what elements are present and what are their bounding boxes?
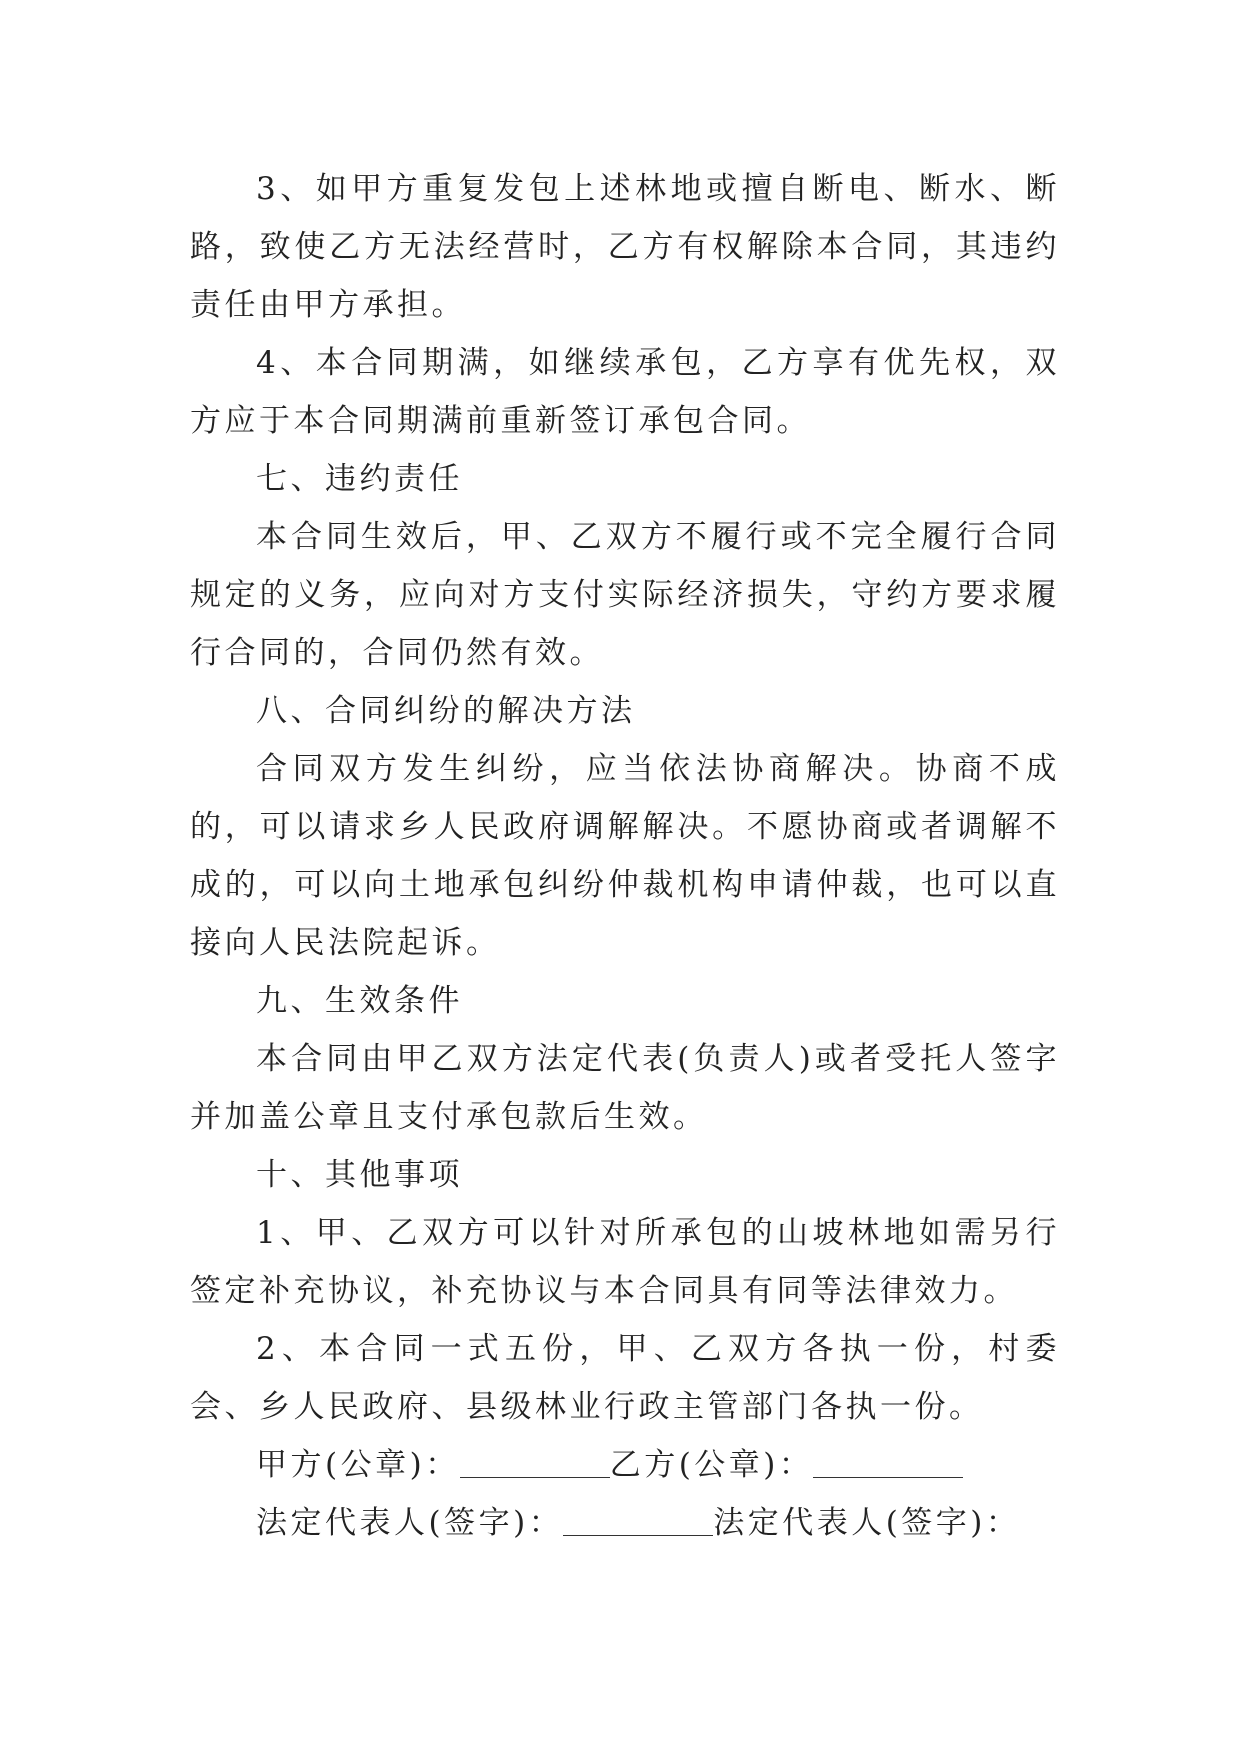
section-heading-effect: 九、生效条件: [256, 983, 463, 1019]
clause-3-termination: 3、如甲方重复发包上述林地或擅自断电、断水、断路，致使乙方无法经营时，乙方有权解除本合同，其违约责任由甲方承担。: [190, 171, 1060, 323]
representative-signature-row: [190, 1494, 1060, 1552]
party-b-rep-label: 法定代表人(签字)：: [713, 1505, 1021, 1541]
dispute-resolution-text: 合同双方发生纠纷，应当依法协商解决。协商不成的，可以请求乡人民政府调解解决。不愿协商或者调解不成的，可以向土地承包纠纷仲裁机构申请仲裁，也可以直接向人民法院起诉。: [190, 751, 1060, 961]
party-a-seal-blank[interactable]: [460, 1436, 610, 1494]
clause-4-renewal: 4、本合同期满，如继续承包，乙方享有优先权，双方应于本合同期满前重新签订承包合同。: [190, 345, 1060, 439]
seal-signature-row: [190, 1436, 1060, 1494]
party-a-seal-label: 甲方(公章)：: [256, 1447, 460, 1483]
party-b-seal-label: 乙方(公章)：: [609, 1447, 814, 1483]
effective-conditions-text: 本合同由甲乙双方法定代表(负责人)或者受托人签字并加盖公章且支付承包款后生效。: [190, 1041, 1060, 1135]
section-heading-dispute: 八、合同纠纷的解决方法: [256, 693, 636, 729]
section-heading-other: 十、其他事项: [256, 1157, 463, 1193]
section-heading-breach: 七、违约责任: [256, 461, 463, 497]
party-a-rep-blank[interactable]: [563, 1494, 713, 1552]
other-matters-item-1: 1、甲、乙双方可以针对所承包的山坡林地如需另行签定补充协议，补充协议与本合同具有同等法律效力。: [190, 1215, 1060, 1309]
contract-body: [190, 160, 1060, 1552]
party-a-rep-label: 法定代表人(签字)：: [256, 1505, 564, 1541]
party-b-seal-blank[interactable]: [813, 1436, 963, 1494]
other-matters-item-2: 2、本合同一式五份，甲、乙双方各执一份，村委会、乡人民政府、县级林业行政主管部门各执一份。: [190, 1331, 1060, 1425]
breach-liability-text: 本合同生效后，甲、乙双方不履行或不完全履行合同规定的义务，应向对方支付实际经济损失，守约方要求履行合同的，合同仍然有效。: [190, 519, 1060, 671]
